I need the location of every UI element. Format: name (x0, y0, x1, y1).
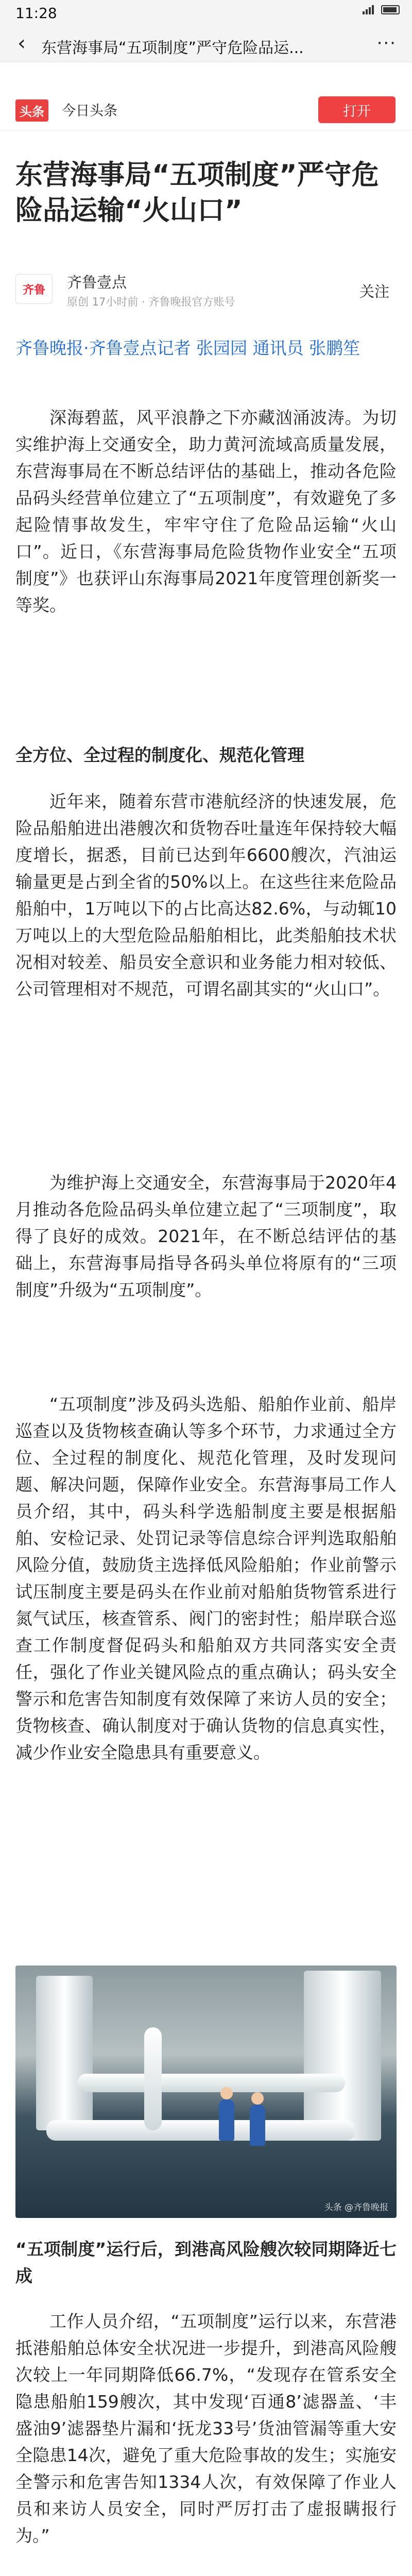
article-photo[interactable] (15, 1965, 397, 2218)
chevron-left-icon: ‹ (18, 31, 26, 55)
follow-button[interactable]: 关注 (359, 283, 389, 300)
pipe-shape (46, 2120, 355, 2141)
article-headline: 东营海事局“五项制度”严守危险品运输“火山口” (15, 159, 379, 226)
section-heading: “五项制度”运行后，到港高风险艘次较同期降近七成 (15, 2239, 397, 2286)
open-app-button[interactable]: 打开 (318, 96, 396, 123)
status-icons (363, 5, 400, 14)
worker-head (251, 2092, 264, 2105)
worker-figure (219, 2099, 234, 2141)
article-paragraph: “五项制度”涉及码头选船、船舶作业前、船岸巡查以及货物核查确认等多个环节，力求通过全方位、全过程的制度化、规范化管理，及时发现问题、解决问题，保障作业安全。东营海事局工作人员介绍，其中，码头科学选船制度主要是根据船舶、安检记录、处罚记录等信息综合评判选取船舶风险分值，鼓励货主选择低风险船舶；作业前警示试压制度主要是码头在作业前对船舶货物管系进行氮气试压，核查管系、阀门的密封性；船岸联合巡查工作制度督促码头和船舶双方共同落实安全责任，强化了作业关键风险点的重点确认；码头安全警示和危害告知制度有效保障了来访人员的安全；货物核查、确认制度对于确认货物的信息真实性，减少作业安全隐患具有重要意义。 (15, 1394, 397, 1762)
status-time: 11:28 (15, 4, 57, 22)
pipe-shape (77, 2074, 345, 2092)
pipe-shape (144, 2027, 162, 2130)
page-title: 东营海事局“五项制度”严守危险品运... (41, 39, 304, 57)
app-name: 今日头条 (62, 103, 117, 119)
article-paragraph: 为维护海上交通安全，东营海事局于2020年4月推动各危险品码头单位建立起了“三项制度”，取得了良好的成效。2021年，在不断总结评估的基础上，东营海事局指导各码头单位将原有的“三项制度”升级为“五项制度”。 (15, 1173, 397, 1300)
tank-shape (304, 1971, 381, 2141)
tank-shape (36, 1976, 93, 2130)
back-button[interactable] (11, 33, 32, 54)
status-bar (0, 0, 412, 26)
toutiao-logo: 头条 (15, 99, 48, 122)
more-button[interactable] (377, 33, 397, 54)
avatar[interactable]: 齐鲁 (15, 274, 53, 304)
more-dots-icon: ··· (376, 33, 397, 54)
section-heading: 全方位、全过程的制度化、规范化管理 (15, 745, 304, 765)
author-name[interactable]: 齐鲁壹点 (67, 274, 127, 291)
signal-icon (363, 5, 375, 14)
article-paragraph: 工作人员介绍，“五项制度”运行以来，东营港抵港船舶总体安全状况进一步提升，到港高风险艘次较上一年同期降低66.7%，“发现存在管系安全隐患船舶159艘次，其中发现‘百通8’滤器盖、‘丰盛油9’滤器垫片漏和‘抚龙33号’货油管漏等重大安全隐患14次，避免了重大危险事故的发生；实施安全警示和危害告知1334人次，有效保障了作业人员和来访人员安全，同时严厉打击了虚报瞒报行为。” (15, 2311, 397, 2546)
app-banner (0, 88, 412, 131)
title-bar (0, 26, 412, 62)
article-byline: 齐鲁晚报·齐鲁壹点记者 张园园 通讯员 张鹏笙 (15, 338, 360, 358)
worker-head (220, 2087, 233, 2099)
battery-icon (381, 5, 400, 14)
photo-watermark: 头条 @齐鲁晚报 (324, 2202, 388, 2213)
worker-figure (250, 2105, 265, 2146)
author-meta: 原创 17小时前 · 齐鲁晚报官方账号 (67, 296, 235, 308)
article-paragraph: 近年来，随着东营市港航经济的快速发展，危险品船舶进出港艘次和货物吞吐量连年保持较大幅度增长，据悉，目前已达到年6600艘次，汽油运输量更是占到全省的50%以上。在这些往来危险品船舶中，1万吨以下的占比高达82.6%，与动辄10万吨以上的大型危险品船舶相比，此类船舶技术状况相对较差、船员安全意识和业务能力相对较低、公司管理相对不规范，可谓名副其实的“火山口”。 (15, 791, 397, 999)
author-row (15, 268, 397, 314)
article-paragraph: 深海碧蓝，风平浪静之下亦藏汹涌波涛。为切实维护海上交通安全，助力黄河流域高质量发展，东营海事局在不断总结评估的基础上，推动各危险品码头经营单位建立了“五项制度”，有效避免了多起险情事故发生，牢牢守住了危险品运输“火山口”。近日，《东营海事局危险货物作业安全“五项制度”》也获评山东海事局2021年度管理创新奖一等奖。 (15, 408, 397, 615)
